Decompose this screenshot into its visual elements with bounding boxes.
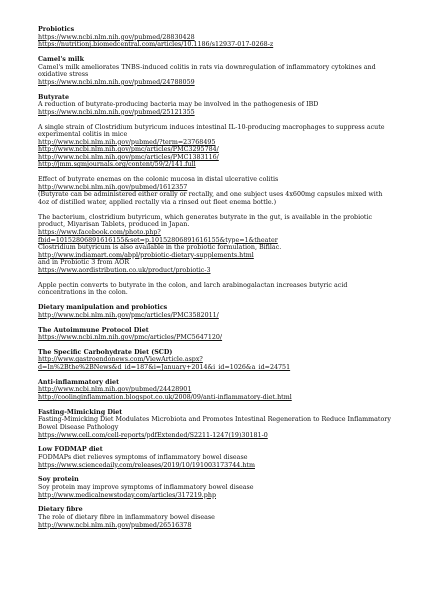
reference-link[interactable]: http://www.ncbi.nlm.nih.gov/pmc/articles/PMC3582011/	[38, 311, 219, 319]
reference-link[interactable]: https://www.sciencedaily.com/releases/2019/10/191003173744.htm	[38, 461, 255, 469]
reference-note: (Butyrate can be administered either orally or rectally, and one subject uses 4x600mg capsules mixed with 4oz of distilled water, applied rectally via a rinsed out fleet enema bottle.)	[38, 191, 383, 207]
section-soy-protein	[38, 476, 394, 499]
reference-link[interactable]: https://www.cell.com/cell-reports/pdfExtended/S2211-1247(19)30181-0	[38, 431, 268, 439]
section-heading: Butyrate	[38, 93, 70, 101]
reference-link[interactable]: http://www.ncbi.nlm.nih.gov/pmc/articles/PMC3295784/	[38, 146, 219, 154]
reference-link[interactable]: https://www.ncbi.nlm.nih.gov/pubmed/25121355	[38, 108, 195, 116]
reference-link[interactable]: http://www.ncbi.nlm.nih.gov/pmc/articles/PMC1383116/	[38, 153, 219, 161]
reference-link[interactable]: http://www.indiamart.com/abpl/probiotic-dietary-supplements.html	[38, 251, 254, 259]
section-butyrate	[38, 94, 394, 117]
section-apple-pectin	[38, 282, 394, 297]
section-clostridium-products	[38, 214, 394, 275]
reference-description: and in Probiotic 3 from AOR	[38, 259, 130, 267]
reference-link[interactable]: http://jmm.sgmjournals.org/content/59/2/141.full	[38, 161, 196, 169]
section-heading: The Autoimmune Protocol Diet	[38, 326, 149, 334]
section-heading: Anti-inflammatory diet	[38, 378, 119, 386]
reference-link[interactable]: http://coolinginflammation.blogspot.co.uk/2008/09/anti-inflammatory-diet.html	[38, 394, 292, 402]
reference-link[interactable]: http://www.ncbi.nlm.nih.gov/pubmed/26516378	[38, 521, 192, 529]
reference-link[interactable]: http://www.ncbi.nlm.nih.gov/pubmed/?term=23768495	[38, 138, 216, 146]
reference-description: FODMAPs diet relieves symptoms of inflammatory bowel disease	[38, 453, 248, 461]
reference-link[interactable]: http://www.gastroendonews.com/ViewArticle.aspx?	[38, 356, 203, 364]
section-heading: The Specific Carbohydrate Diet (SCD)	[38, 348, 173, 356]
section-heading: Dietary manipulation and probiotics	[38, 304, 168, 312]
reference-link[interactable]: https://www.ncbi.nlm.nih.gov/pmc/articles/PMC5647120/	[38, 334, 223, 342]
reference-description: Camel's milk ameliorates TNBS-induced colitis in rats via downregulation of inflammatory cytokines and oxidative stress	[38, 63, 376, 79]
reference-link[interactable]: fbid=10152806891616155&set=p.10152806891616155&type=1&theater	[38, 236, 278, 244]
section-butyrate-enemas	[38, 176, 394, 206]
section-low-fodmap	[38, 446, 394, 469]
reference-description: A single strain of Clostridium butyricum induces intestinal IL-10-producing macrophages to suppress acute experimental colitis in mice	[38, 123, 385, 139]
section-heading: Dietary fibre	[38, 506, 83, 514]
reference-link[interactable]: http://www.medicalnewstoday.com/articles/317219.php	[38, 491, 217, 499]
reference-description: Effect of butyrate enemas on the colonic mucosa in distal ulcerative colitis	[38, 176, 279, 184]
section-heading: Probiotics	[38, 26, 75, 33]
section-fasting-mimicking	[38, 409, 394, 439]
section-autoimmune-protocol	[38, 327, 394, 342]
section-dietary-manipulation	[38, 304, 394, 319]
section-heading: Camel's milk	[38, 55, 84, 63]
reference-link[interactable]: http://www.ncbi.nlm.nih.gov/pubmed/24428901	[38, 386, 192, 394]
section-dietary-fibre	[38, 506, 394, 529]
reference-description: Fasting-Mimicking Diet Modulates Microbiota and Promotes Intestinal Regeneration to Reduce Inflammatory Bowel Disease Pathology	[38, 416, 391, 431]
section-anti-inflammatory	[38, 379, 394, 402]
reference-description: A reduction of butyrate-producing bacteria may be involved in the pathogenesis of IBD	[38, 101, 319, 109]
reference-description: Apple pectin converts to butyrate in the colon, and larch arabinogalactan increases butyric acid concentrations in the colon.	[38, 281, 348, 297]
section-heading: Fasting-Mimicking Diet	[38, 408, 123, 416]
reference-link[interactable]: https://www.ncbi.nlm.nih.gov/pubmed/24788059	[38, 78, 195, 86]
section-camels-milk	[38, 56, 394, 86]
reference-description: Clostridium butyricum is also available in the probiotic formulation, Bifilac.	[38, 244, 282, 252]
reference-link[interactable]: https://www.aordistribution.co.uk/product/probiotic-3	[38, 266, 211, 274]
reference-description: Soy protein may improve symptoms of inflammatory bowel disease	[38, 483, 254, 491]
section-scd	[38, 349, 394, 372]
section-clostridium-study	[38, 124, 394, 170]
reference-link[interactable]: https://nutritionj.biomedcentral.com/articles/10.1186/s12937-017-0268-z	[38, 41, 274, 49]
reference-description: The role of dietary fibre in inflammatory bowel disease	[38, 513, 215, 521]
reference-link[interactable]: d=In%2Bthe%2BNews&d_id=187&i=January+2014&i_id=1026&a_id=24751	[38, 364, 291, 372]
reference-link[interactable]: https://www.ncbi.nlm.nih.gov/pubmed/28830428	[38, 33, 195, 41]
section-heading: Soy protein	[38, 476, 79, 484]
reference-link[interactable]: http://www.ncbi.nlm.nih.gov/pubmed/1612357	[38, 183, 188, 191]
reference-link[interactable]: https://www.facebook.com/photo.php?	[38, 229, 161, 236]
reference-description: The bacterium, clostridium butyricum, which generates butyrate in the gut, is available in the probiotic product, Miyarisan Tablets, produced in Japan.	[38, 213, 373, 229]
section-probiotics	[38, 26, 394, 49]
section-heading: Low FODMAP diet	[38, 446, 103, 454]
